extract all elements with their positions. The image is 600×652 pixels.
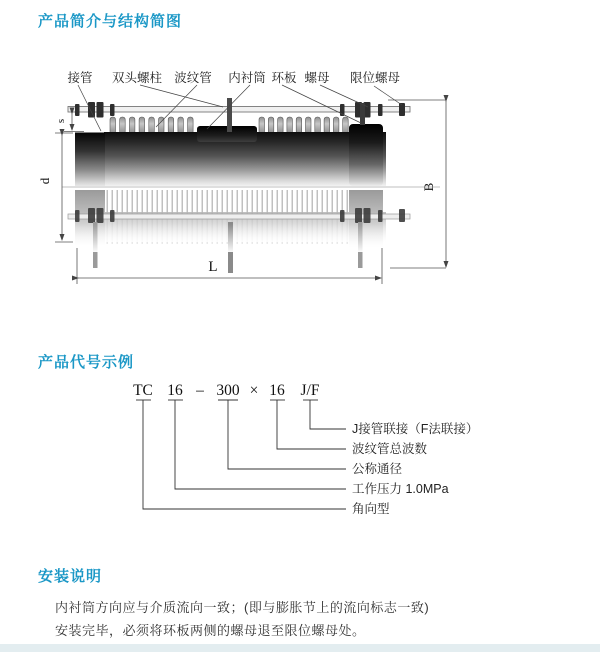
footer-strip — [0, 644, 600, 652]
part-label-nut: 螺母 — [304, 71, 330, 85]
part-label-inner-liner: 内衬筒 — [228, 71, 266, 85]
pipe-stub-left — [75, 133, 105, 187]
center-stud — [227, 98, 232, 132]
dim-label-d: d — [37, 177, 52, 185]
section-title-code: 产品代号示例 — [38, 354, 135, 371]
section-title-intro: 产品简介与结构简图 — [38, 13, 183, 30]
bellows-ribs-right — [259, 117, 348, 134]
code-segment-times: × — [249, 382, 259, 399]
callout-working-pressure: 工作压力 1.0MPa — [352, 482, 449, 496]
install-line-1: 内衬筒方向应与介质流向一致；(即与膨胀节上的流向标志一致) — [55, 600, 430, 615]
dim-label-L: L — [208, 259, 218, 275]
install-instructions — [55, 596, 429, 642]
code-segment-pressure: 16 — [167, 382, 183, 399]
pipe-stub-right — [349, 124, 383, 186]
code-connector-lines — [136, 400, 346, 509]
install-line-2: 安装完毕，必须将环板两侧的螺母退至限位螺母处。 — [55, 623, 366, 638]
callout-nominal-diameter: 公称通径 — [352, 462, 403, 476]
code-segment-dash: – — [196, 382, 204, 399]
code-segment-waves: 16 — [269, 382, 285, 399]
right-stud — [360, 103, 365, 125]
callout-wave-count: 波纹管总波数 — [352, 442, 428, 456]
part-label-stud: 双头螺柱 — [111, 71, 163, 85]
code-segment-type: TC — [133, 382, 153, 399]
section-title-install: 安装说明 — [38, 568, 103, 585]
bellows-ribs-left — [110, 117, 193, 134]
callout-connection-type: J接管联接（F法联接） — [352, 422, 479, 436]
dim-label-B: B — [421, 182, 436, 192]
part-label-limit-nut: 限位螺母 — [349, 71, 401, 85]
part-label-bellows: 波纹管 — [174, 71, 212, 85]
callout-angular-type: 角向型 — [352, 502, 390, 516]
part-label-connecting-pipe: 接管 — [67, 71, 93, 85]
part-label-ring-plate: 环板 — [271, 71, 297, 85]
code-segment-diameter: 300 — [216, 382, 240, 399]
expansion-joint-diagram — [30, 60, 460, 325]
reflection-half — [60, 190, 450, 273]
product-code-diagram — [30, 345, 570, 530]
dim-label-s: s — [55, 118, 67, 124]
code-segment-connection: J/F — [300, 382, 320, 399]
